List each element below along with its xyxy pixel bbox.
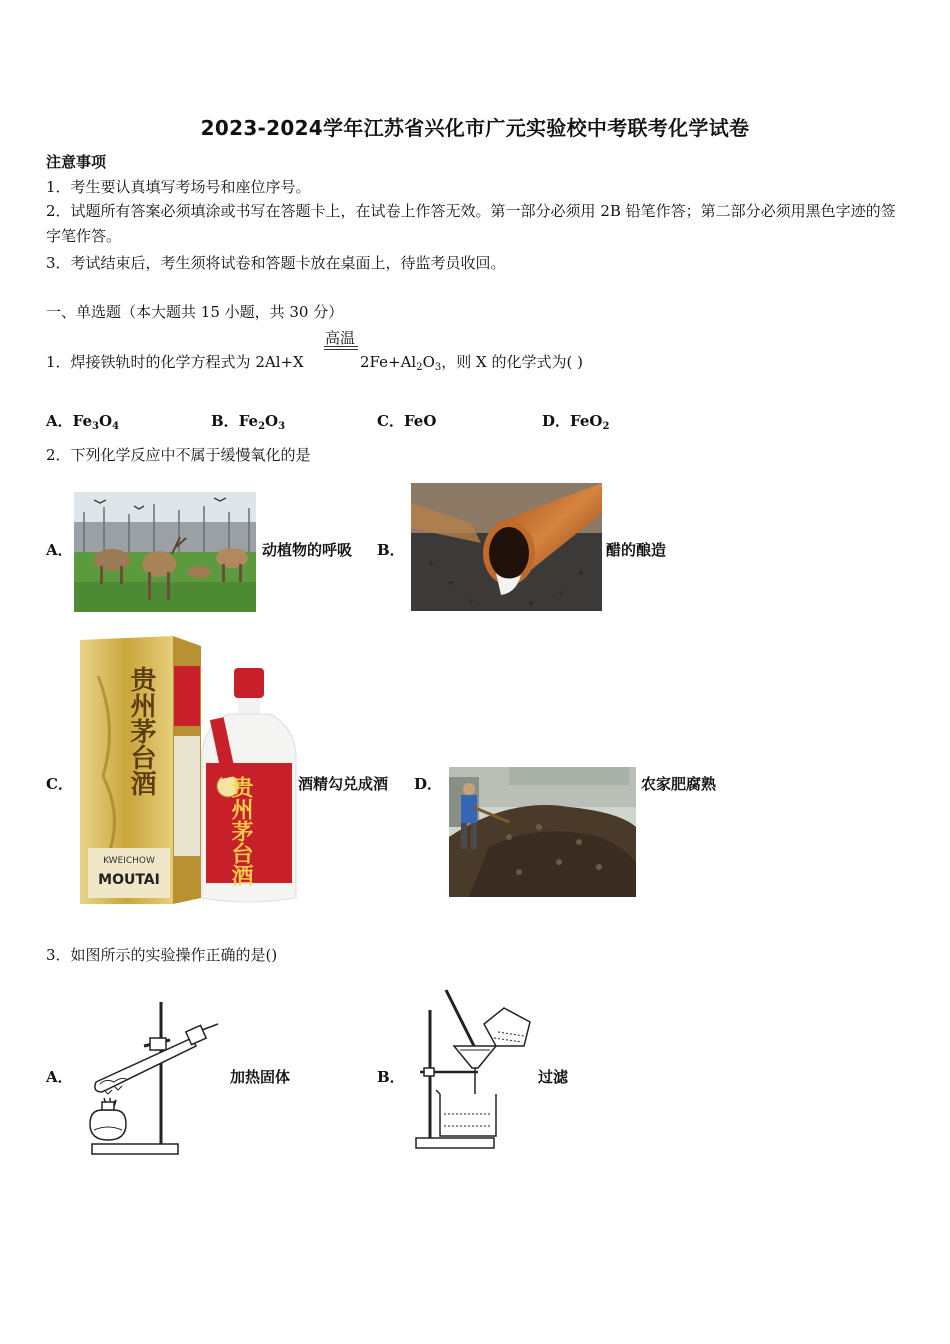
q1-equals-sign (324, 346, 358, 350)
q3-option-b-label: 过滤 (538, 1068, 569, 1086)
q2-option-c-letter[interactable]: C． (46, 775, 73, 793)
notice-item-3: 3．考试结束后，考生须将试卷和答题卡放在桌面上，待监考员收回。 (46, 254, 506, 272)
q2-option-d-letter[interactable]: D． (414, 775, 443, 793)
q3-option-a-label: 加热固体 (230, 1068, 291, 1086)
notice-heading: 注意事项 (46, 153, 107, 171)
q2-option-a-letter[interactable]: A． (46, 541, 73, 559)
q2-option-b-label: 醋的酿造 (606, 541, 667, 559)
q1-stem-prefix: 1．焊接铁轨时的化学方程式为 2Al+X (46, 353, 304, 371)
q3-option-a-letter[interactable]: A． (46, 1068, 73, 1086)
q3-stem: 3．如图所示的实验操作正确的是() (46, 946, 278, 964)
q2-option-c-label: 酒精勾兑成酒 (298, 775, 389, 793)
q1-option-a[interactable]: A．$Fe_3O_4$ (46, 412, 120, 432)
vinegar-pipe-image (411, 483, 602, 611)
exam-title: 2023-2024学年江苏省兴化市广元实验校中考联考化学试卷 (200, 116, 750, 140)
q2-option-d-label: 农家肥腐熟 (641, 775, 717, 793)
moutai-brand-top: KWEICHOW (103, 856, 155, 866)
q3-option-b-letter[interactable]: B． (377, 1068, 405, 1086)
q1-stem-products: $2Fe+Al_2O_3$，则 X 的化学式为( ) (360, 353, 583, 373)
q2-option-a-label: 动植物的呼吸 (262, 541, 353, 559)
q1-option-b[interactable]: B．$Fe_2O_3$ (211, 412, 286, 432)
notice-item-1: 1．考生要认真填写考场号和座位序号。 (46, 178, 311, 196)
q1-option-d[interactable]: D．FeO$_2$ (542, 412, 610, 432)
compost-image (449, 767, 636, 897)
q1-reaction-condition: 高温 (325, 329, 356, 347)
moutai-bottle-text: 贵州茅台酒 (228, 776, 254, 886)
q2-stem: 2．下列化学反应中不属于缓慢氧化的是 (46, 446, 311, 464)
q1-option-c[interactable]: C．FeO (377, 412, 437, 430)
q2-option-b-letter[interactable]: B． (377, 541, 405, 559)
heating-solid-diagram (84, 998, 224, 1160)
filtration-diagram (414, 988, 536, 1154)
section-heading: 一、单选题（本大题共 15 小题，共 30 分） (46, 303, 344, 321)
moutai-image (78, 636, 298, 906)
deer-grazing-image (74, 492, 256, 612)
notice-item-2: 2．试题所有答案必须填涂或书写在答题卡上，在试卷上作答无效。第一部分必须用 2B 铅笔作答；第二部分必须用黑色字迹的签字笔作答。 (46, 202, 896, 245)
moutai-box-text: 贵州茅台酒 (126, 666, 156, 796)
moutai-brand-bottom: MOUTAI (98, 872, 160, 888)
